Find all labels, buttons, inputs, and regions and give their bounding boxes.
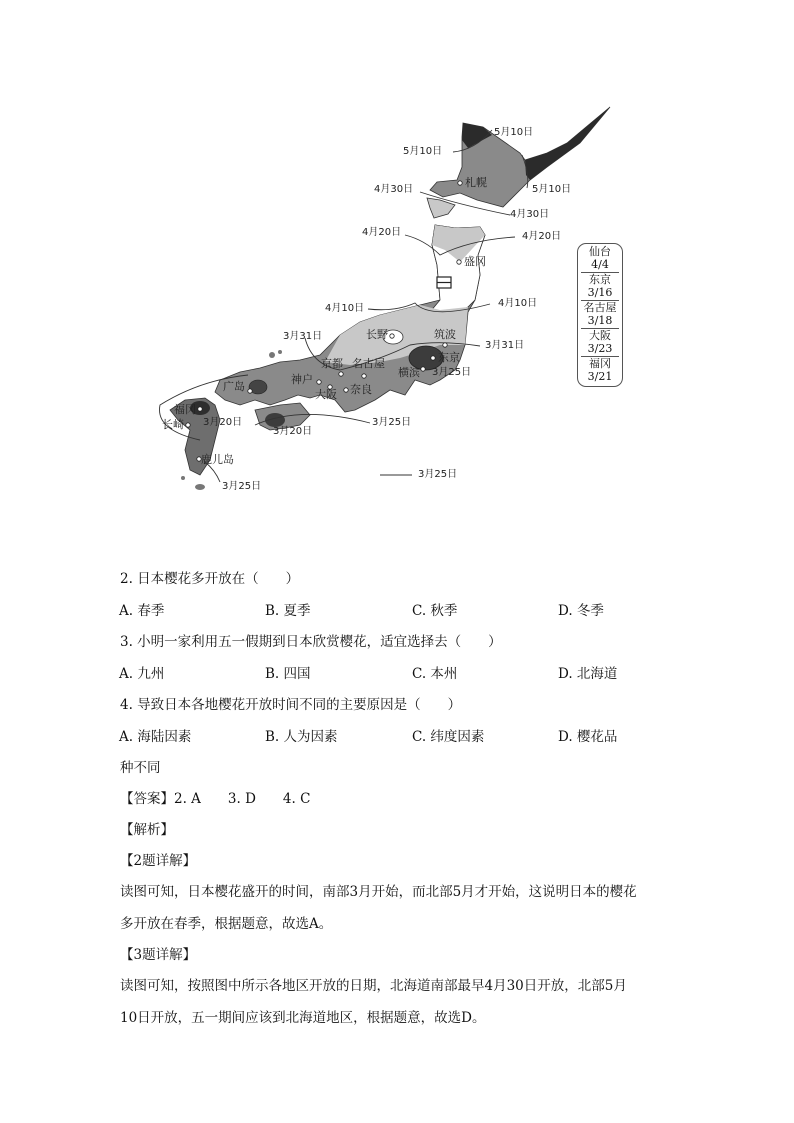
isotherm-label: 3月31日 — [485, 340, 525, 351]
city-label: 盛冈 — [464, 255, 486, 268]
q2-option-d: D. 冬季 — [558, 603, 604, 619]
isotherm-label: 5月10日 — [403, 146, 443, 157]
city-label: 筑波 — [434, 328, 456, 341]
q2-detail-text: 读图可知，日本樱花盛开的时间，南部3月开始，而北部5月才开始，这说明日本的樱花 — [120, 884, 637, 900]
analysis-heading: 【解析】 — [120, 822, 174, 838]
isotherm-label: 4月10日 — [325, 303, 365, 314]
city-label: 长野 — [366, 328, 388, 341]
q4-option-a: A. 海陆因素 — [119, 729, 192, 745]
answer-line: 【答案】2. A 3. D 4. C — [120, 791, 311, 807]
bloom-date-legend — [577, 243, 623, 387]
q3-option-a: A. 九州 — [119, 666, 165, 682]
q4-option-d-continuation: 种不同 — [120, 760, 161, 776]
isotherm-label: 3月20日 — [203, 417, 243, 428]
isotherm-label: 4月20日 — [362, 227, 402, 238]
q4-option-c: C. 纬度因素 — [412, 729, 485, 745]
city-label: 京都 — [321, 357, 343, 370]
city-label: 长崎 — [162, 418, 184, 431]
q3-option-c: C. 本州 — [412, 666, 458, 682]
q2-detail-heading: 【2题详解】 — [120, 853, 197, 869]
q4-option-b: B. 人为因素 — [265, 729, 338, 745]
legend-item: 名古屋 3/18 — [581, 302, 619, 329]
legend-item: 仙台 4/4 — [581, 246, 619, 273]
map-drawing — [0, 0, 794, 520]
isotherm-label: 3月25日 — [372, 417, 412, 428]
question-4-stem: 4. 导致日本各地樱花开放时间不同的主要原因是（ ） — [120, 697, 462, 713]
city-label: 名古屋 — [352, 357, 385, 370]
q2-option-a: A. 春季 — [119, 603, 165, 619]
city-label: 大阪 — [315, 388, 337, 401]
city-label: 神户 — [291, 373, 313, 386]
isotherm-label: 4月10日 — [498, 298, 538, 309]
q4-option-d: D. 樱花品 — [558, 729, 618, 745]
question-3-stem: 3. 小明一家利用五一假期到日本欣赏樱花，适宜选择去（ ） — [120, 634, 502, 650]
city-label: 广岛 — [223, 380, 245, 393]
isotherm-label: 3月25日 — [222, 481, 262, 492]
q3-option-d: D. 北海道 — [558, 666, 618, 682]
q3-detail-text: 10日开放，五一期间应该到北海道地区，根据题意，故选D。 — [120, 1010, 486, 1026]
isotherm-label: 4月20日 — [522, 231, 562, 242]
isotherm-label: 4月30日 — [510, 209, 550, 220]
isotherm-label: 5月10日 — [532, 184, 572, 195]
q3-option-b: B. 四国 — [265, 666, 311, 682]
q2-detail-text: 多开放在春季，根据题意，故选A。 — [120, 916, 333, 932]
hokkaido-east-dark — [525, 107, 610, 180]
q3-detail-text: 读图可知，按照图中所示各地区开放的日期，北海道南部最早4月30日开放，北部5月 — [120, 978, 627, 994]
q2-option-b: B. 夏季 — [265, 603, 311, 619]
city-label: 东京 — [438, 351, 460, 364]
isotherm-label: 3月20日 — [273, 426, 313, 437]
isotherm-label: 5月10日 — [494, 127, 534, 138]
legend-item: 大阪 3/23 — [581, 330, 619, 357]
city-label: 福冈 — [174, 403, 196, 416]
legend-item: 福冈 3/21 — [587, 357, 613, 383]
question-2-stem: 2. 日本樱花多开放在（ ） — [120, 571, 300, 587]
isotherm-label: 4月30日 — [374, 184, 414, 195]
isotherm-label: 3月31日 — [283, 331, 323, 342]
isotherm-label: 3月25日 — [432, 367, 472, 378]
city-label: 札幌 — [465, 176, 487, 189]
legend-item: 东京 3/16 — [581, 274, 619, 301]
japan-cherry-blossom-map — [0, 0, 794, 520]
hokkaido — [430, 107, 610, 207]
city-label: 鹿儿岛 — [201, 453, 234, 466]
q3-detail-heading: 【3题详解】 — [120, 947, 197, 963]
q2-option-c: C. 秋季 — [412, 603, 458, 619]
city-label: 横滨 — [398, 366, 420, 379]
city-label: 奈良 — [350, 383, 372, 396]
legend-line-label: 3月25日 — [418, 469, 458, 480]
